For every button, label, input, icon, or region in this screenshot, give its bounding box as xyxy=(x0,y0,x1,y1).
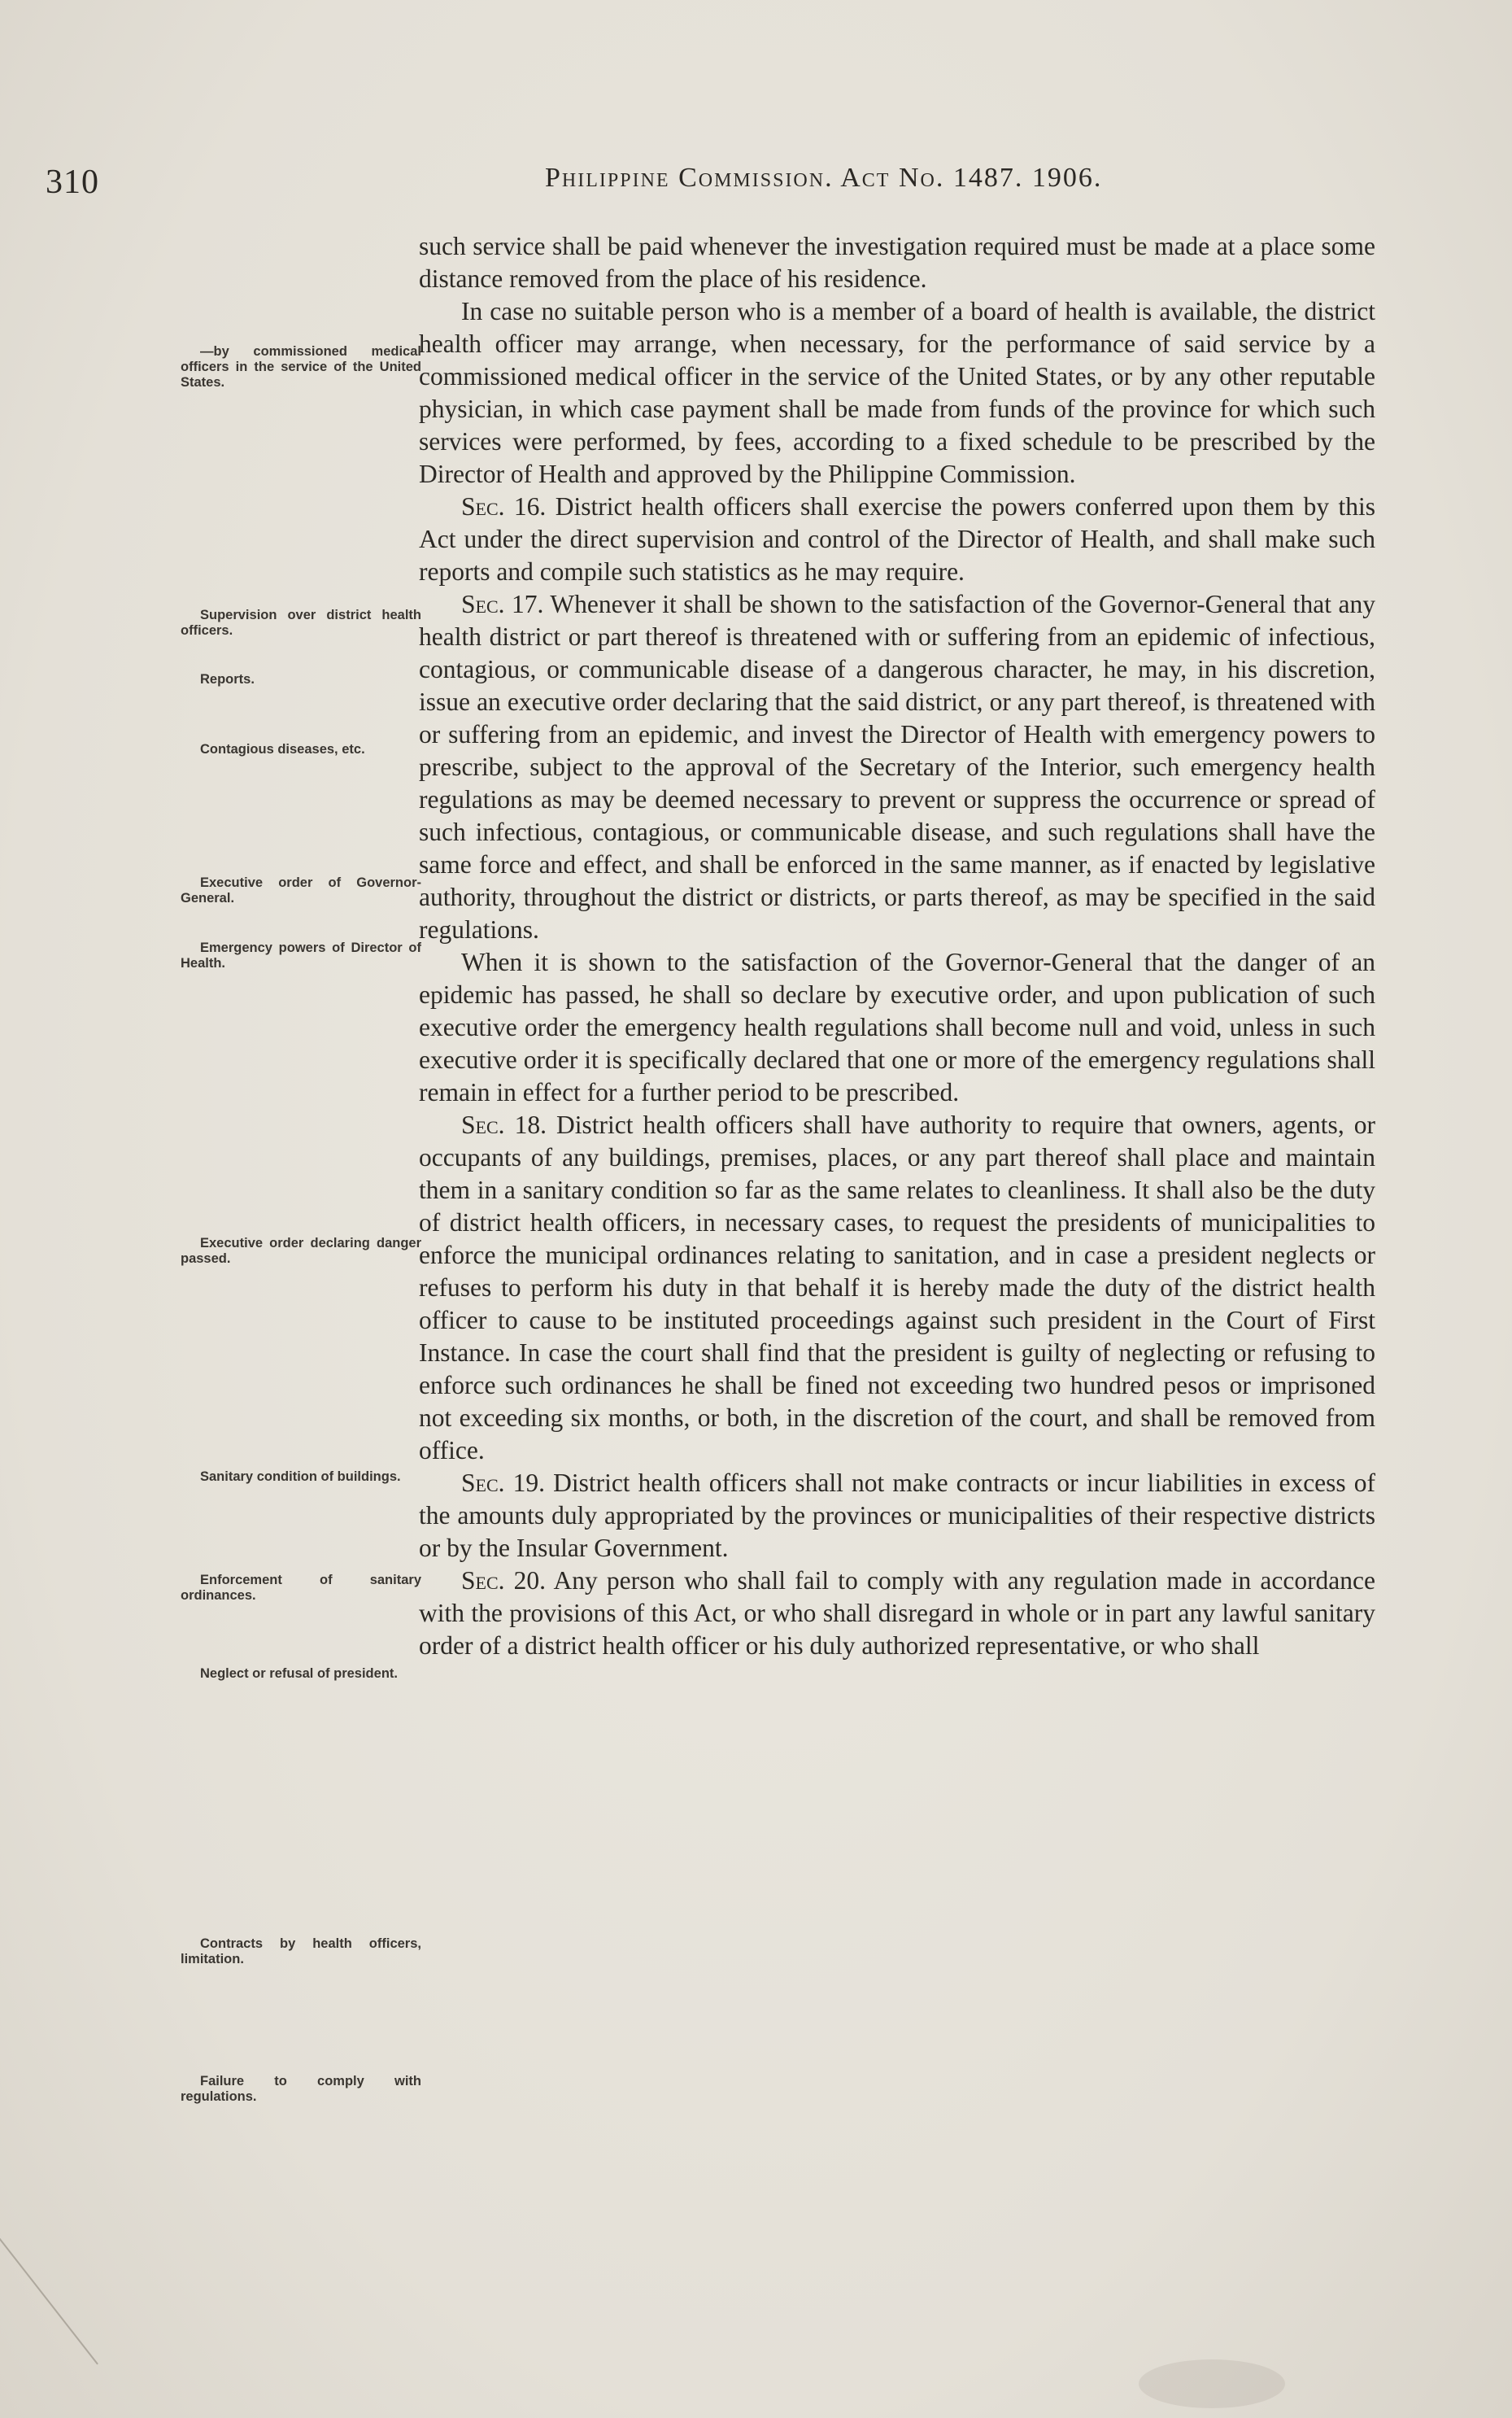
margin-note-failure-to-comply: Failure to comply with regulations. xyxy=(181,2074,421,2104)
paragraph-sec-20 xyxy=(419,1565,1375,1662)
section-label: Sec. 19. xyxy=(461,1469,545,1497)
margin-note-sanitary-buildings: Sanitary condition of buildings. xyxy=(200,1469,401,1484)
margin-note-commissioned-officers: —by commissioned medical officers in the service of the United States. xyxy=(181,344,421,390)
margin-note-contracts: Contracts by health officers, limitation. xyxy=(181,1936,421,1966)
paragraph-text: Any person who shall fail to comply with any regulation made in accordance with the provisions of this Act, or who shall disregard in whole or in part any lawful sanitary order of a district health officer or his duly authorized representative, or who shall xyxy=(419,1566,1375,1660)
paragraph-text: Whenever it shall be shown to the satisfaction of the Governor-General that any health district or part thereof is threatened with or suffering from an epidemic of infectious, contagious, or communicable disease of a dangerous character, he may, in his discretion, issue an executive order declaring that the said district, or any part thereof, is threatened with or suffering from an epidemic, and invest the Director of Health with emergency powers to prescribe, subject to the approval of the Secretary of the Interior, such emergency health regulations as may be deemed necessary to prevent or suppress the occurrence or spread of such infectious, contagious, or communicable disease, and such regulations shall have the same force and effect, and shall be enforced in the same manner, as if enacted by legislative authority, throughout the district or districts, or parts thereof, as may be specified in the said regulations. xyxy=(419,590,1376,944)
paragraph-sec-16 xyxy=(419,491,1375,588)
paragraph-sec-18 xyxy=(419,1109,1375,1467)
margin-note-neglect-refusal: Neglect or refusal of president. xyxy=(200,1666,398,1681)
margin-note-enforcement: Enforcement of sanitary ordinances. xyxy=(181,1573,421,1603)
paragraph: In case no suitable person who is a member of a board of health is available, the district health officer may arrange, when necessary, for the performance of said service by a commissioned medical officer in the service of the United States, or by any other reputable physician, in which case payment shall be made from funds of the province for which such services were performed, by fees, according to a fixed schedule to be prescribed by the Director of Health and approved by the Philippine Commission. xyxy=(419,297,1375,488)
margin-note-supervision: Supervision over district health officers. xyxy=(181,608,421,638)
section-label: Sec. 17. xyxy=(461,590,544,618)
margin-note-executive-order: Executive order of Governor-General. xyxy=(181,875,421,906)
page-number: 310 xyxy=(46,164,99,201)
paragraph: When it is shown to the satisfaction of the Governor-General that the danger of an epidemic has passed, he shall so declare by executive order, and upon publication of such executive order the emergency health regulations shall become null and void, unless in such executive order it is specifically declared that one or more of the emergency regulations shall remain in effect for a further period to be prescribed. xyxy=(419,948,1375,1106)
margin-note-reports: Reports. xyxy=(200,672,255,687)
paragraph-text: District health officers shall exercise the powers conferred upon them by this Act under the direct supervision and control of the Director of Health, and shall make such reports and compile such statistics as he may require. xyxy=(419,492,1375,586)
paragraph-sec-17 xyxy=(419,588,1375,946)
paragraph: such service shall be paid whenever the investigation required must be made at a place some distance removed from the place of his residence. xyxy=(419,232,1375,293)
running-head: Philippine Commission. Act No. 1487. 1906. xyxy=(545,163,1103,193)
margin-note-danger-passed: Executive order declaring danger passed. xyxy=(181,1236,421,1266)
page-crease xyxy=(0,2197,98,2364)
section-label: Sec. 20. xyxy=(461,1566,547,1595)
body-text xyxy=(419,230,1375,1662)
section-label: Sec. 18. xyxy=(461,1111,547,1139)
margin-note-contagious-diseases: Contagious diseases, etc. xyxy=(200,742,365,757)
section-label: Sec. 16. xyxy=(461,492,547,521)
paragraph-text: District health officers shall have authority to require that owners, agents, or occupants of any buildings, premises, places, or any part thereof shall place and maintain them in a sanitary condition so far as the same relates to cleanliness. It shall also be the duty of district health officers, in necessary cases, to request the presidents of municipalities to enforce the municipal ordinances relating to sanitation, and in case a president neglects or refuses to perform his duty in that behalf it is hereby made the duty of the district health officer to cause to be instituted proceedings against such president in the Court of First Instance. In case the court shall find that the president is guilty of neglecting or refusing to enforce such ordinances he shall be fined not exceeding two hundred pesos or imprisoned not exceeding six months, or both, in the discretion of the court, and shall be removed from office. xyxy=(419,1111,1376,1464)
paragraph-sec-19 xyxy=(419,1467,1375,1565)
margin-note-emergency-powers: Emergency powers of Director of Health. xyxy=(181,941,421,971)
paragraph-text: District health officers shall not make contracts or incur liabilities in excess of the amounts duly appropriated by the provinces or municipalities of their respective districts or by the Insular Government. xyxy=(419,1469,1376,1562)
page-smudge xyxy=(1139,2359,1285,2408)
